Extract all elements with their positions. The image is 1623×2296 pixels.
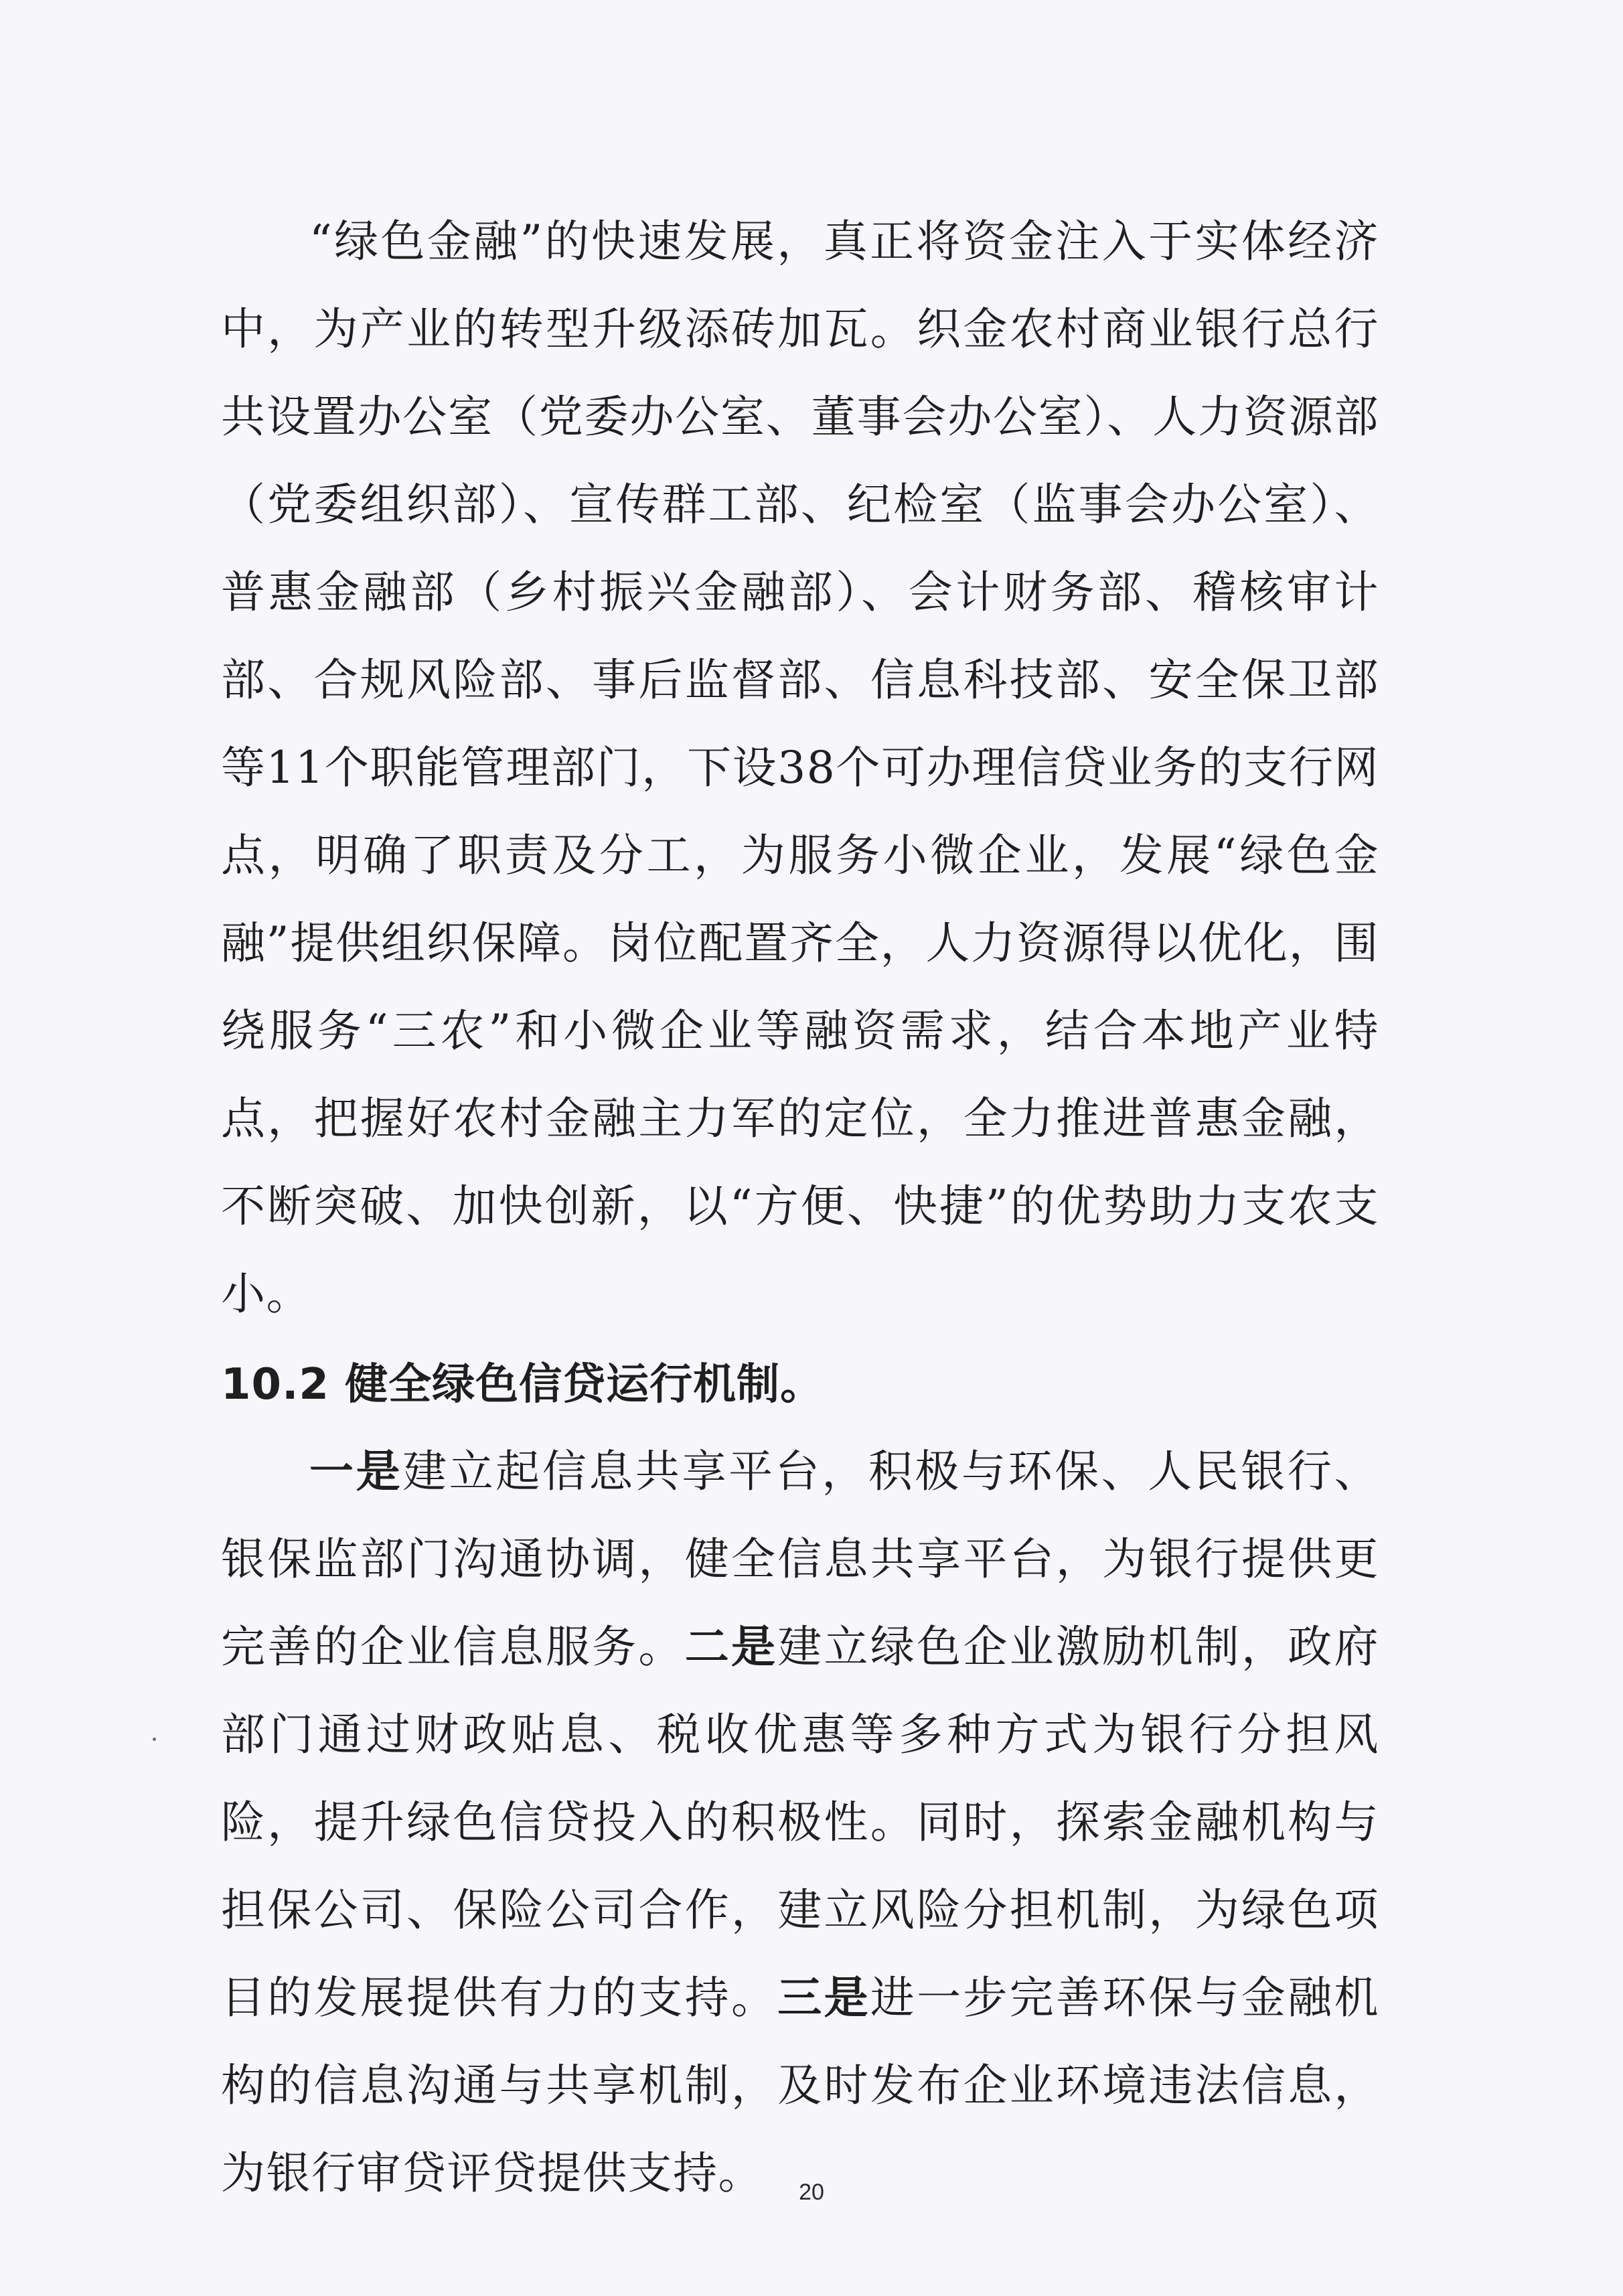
keyword-third: 三是 (777, 1972, 870, 2023)
scan-speck (153, 1738, 156, 1741)
paragraph-text: 进一步完善环保与金融机构的信息沟通与共享机制，及时发布企业环境违法信息，为银行审贷评贷提供支持。 (221, 1972, 1380, 2199)
body-paragraph (221, 1428, 1379, 2217)
keyword-second: 二是 (684, 1621, 778, 1673)
page-number: 20 (799, 2179, 824, 2205)
document-body (221, 198, 1379, 2217)
paragraph-text: 建立绿色企业激励机制，政府部门通过财政贴息、税收优惠等多种方式为银行分担风险，提升绿色信贷投入的积极性。同时，探索金融机构与担保公司、保险公司合作，建立风险分担机制，为绿色项目的发展提供有力的支持。 (221, 1621, 1380, 2023)
paragraph-text: 建立起信息共享平台，积极与环保、人民银行、银保监部门沟通协调，健全信息共享平台，为银行提供更完善的企业信息服务。 (221, 1446, 1380, 1673)
keyword-first: 一是 (309, 1446, 403, 1497)
section-heading: 10.2 健全绿色信贷运行机制。 (221, 1360, 824, 1409)
body-paragraph: “绿色金融”的快速发展，真正将资金注入于实体经济中，为产业的转型升级添砖加瓦。织金农村商业银行总行共设置办公室（党委办公室、董事会办公室）、人力资源部（党委组织部）、宣传群工部、纪检室（监事会办公室）、普惠金融部（乡村振兴金融部）、会计财务部、稽核审计部、合规风险部、事后监督部、信息科技部、安全保卫部等11个职能管理部门，下设38个可办理信贷业务的支行网点，明确了职责及分工，为服务小微企业，发展“绿色金融”提供组织保障。岗位配置齐全，人力资源得以优化，围绕服务“三农”和小微企业等融资需求，结合本地产业特点，把握好农村金融主力军的定位，全力推进普惠金融，不断突破、加快创新，以“方便、快捷”的优势助力支农支小。 (221, 216, 1379, 1320)
